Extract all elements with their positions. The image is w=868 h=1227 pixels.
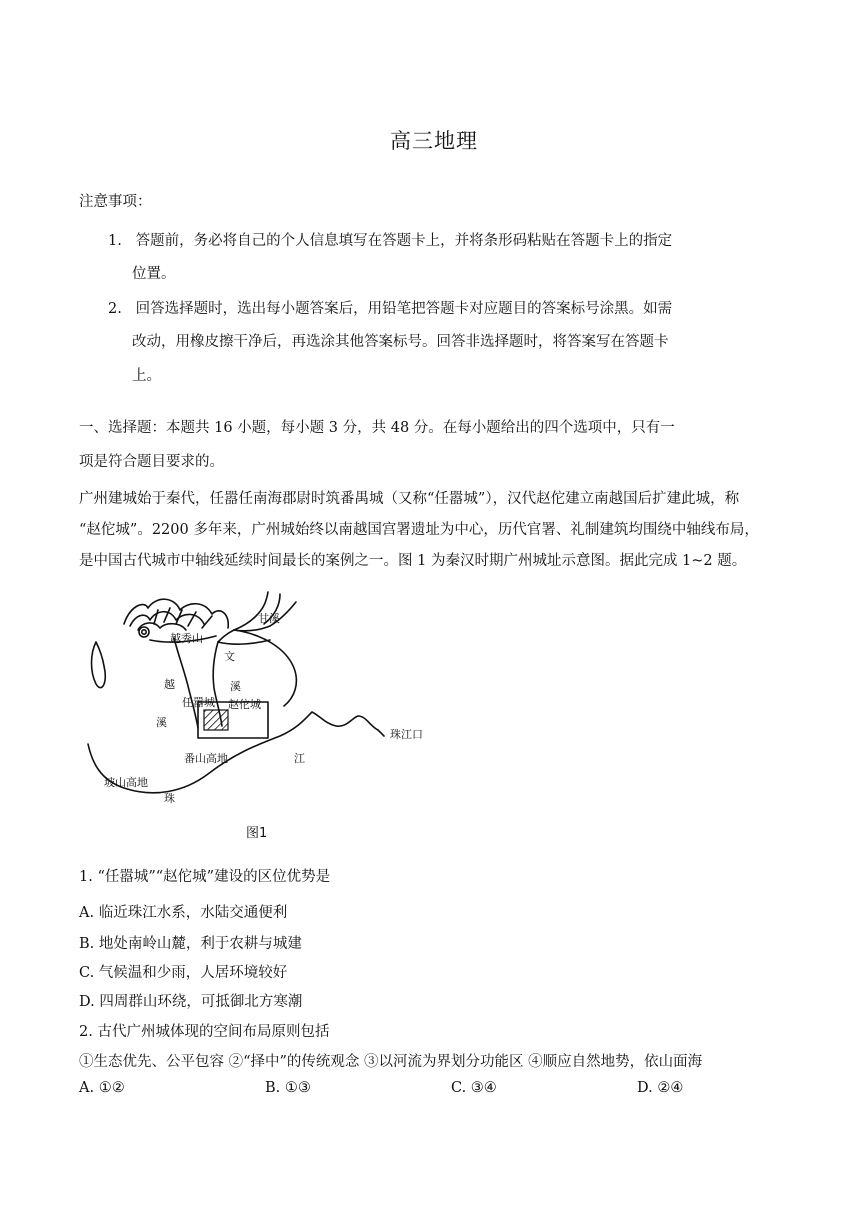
notice-item-text: 回答选择题时，选出每小题答案后，用铅笔把答题卡对应题目的答案标号涂黑。如需: [135, 301, 673, 317]
stream-path: [174, 638, 198, 728]
map-label-xi: 溪: [230, 680, 241, 693]
notice-header: 注意事项：: [79, 194, 152, 210]
river-path: [378, 730, 384, 736]
notice-item-text: 答题前，务必将自己的个人信息填写在答题卡上，并将条形码粘贴在答题卡上的指定: [135, 233, 673, 249]
map-label-renxiao: 任嚣城: [182, 696, 215, 709]
map-label-poshan: 坡山高地: [104, 776, 148, 789]
outline-path: [92, 642, 106, 688]
passage-line: “赵佗城”。2200 多年来，广州城始终以南越国宫署遗址为中心，历代官署、礼制建筑均围绕中轴线布局，: [79, 522, 759, 538]
question-2-option-b[interactable]: B. ①③: [265, 1080, 311, 1096]
question-1-option-c[interactable]: C. 气候温和少雨，人居环境较好: [79, 965, 288, 981]
question-1-option-d[interactable]: D. 四周群山环绕，可抵御北方寒潮: [79, 994, 303, 1010]
question-1-option-b[interactable]: B. 地处南岭山麓，利于农耕与城建: [79, 936, 302, 952]
map-label-yuexiushan: 越秀山: [170, 632, 203, 645]
stream-path: [218, 640, 270, 644]
page-title: 高三地理: [390, 129, 478, 153]
question-2-option-a[interactable]: A. ①②: [79, 1080, 125, 1096]
question-2-option-d[interactable]: D. ②④: [637, 1080, 684, 1096]
renxiao-city-area: [204, 710, 228, 730]
map-label-yue: 越: [164, 678, 175, 691]
map-label-zhaotuo: 赵佗城: [228, 698, 261, 711]
map-label-xi: 溪: [156, 716, 167, 729]
map-label-ganxi: 甘溪: [258, 612, 280, 625]
notice-item-2-cont: 改动，用橡皮擦干净后，再选涂其他答案标号。回答非选择题时，将答案写在答题卡: [132, 334, 669, 350]
question-2-stem: 2. 古代广州城体现的空间布局原则包括: [79, 1024, 330, 1040]
map-label-zhujiangkou: 珠江口: [390, 728, 423, 741]
mountain-peak: [142, 630, 146, 634]
passage-line: 广州建城始于秦代，任嚣任南海郡尉时筑番禺城（又称“任嚣城”），汉代赵佗建立南越国后扩建此城，称: [79, 491, 740, 507]
stream-path: [218, 630, 234, 642]
question-1-option-a[interactable]: A. 临近珠江水系，水陆交通便利: [79, 905, 288, 921]
map-label-panshan: 番山高地: [184, 752, 228, 765]
map-label-zhu: 珠: [164, 792, 175, 805]
city-site-map: [84, 584, 454, 814]
question-2-option-c[interactable]: C. ③④: [451, 1080, 497, 1096]
question-1-stem: 1. “任嚣城”“赵佗城”建设的区位优势是: [79, 869, 331, 885]
mountain-peak: [139, 627, 149, 637]
map-label-jiang: 江: [294, 752, 305, 765]
notice-item-1: [108, 229, 672, 250]
notice-item-number: 2.: [108, 301, 122, 317]
notice-item-2: [108, 297, 672, 318]
section-heading: 一、选择题：本题共 16 小题，每小题 3 分，共 48 分。在每小题给出的四个选项中，只有一: [79, 420, 675, 436]
notice-item-1-cont: 位置。: [132, 266, 176, 282]
section-heading-cont: 项是符合题目要求的。: [79, 454, 224, 470]
notice-item-number: 1.: [108, 233, 122, 249]
question-2-statements: ①生态优先、公平包容 ②“择中”的传统观念 ③以河流为界划分功能区 ④顺应自然地势，依山面海: [79, 1054, 703, 1070]
notice-item-2-cont2: 上。: [132, 368, 161, 384]
passage-line: 是中国古代城市中轴线延续时间最长的案例之一。图 1 为秦汉时期广州城址示意图。据此完成 1~2 题。: [79, 553, 747, 569]
figure-caption: 图1: [246, 826, 268, 841]
map-label-wen: 文: [224, 650, 235, 663]
